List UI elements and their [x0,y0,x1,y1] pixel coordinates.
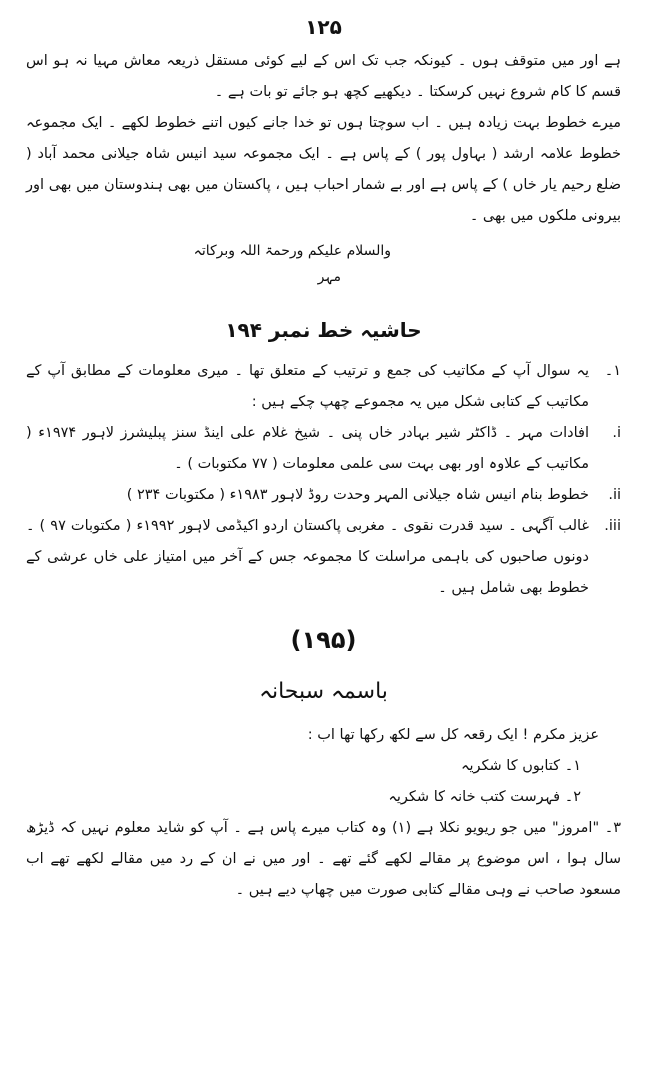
footnote-subitem-text: خطوط بنام انیس شاہ جیلانی المہر وحدت روڈ لاہور ۱۹۸۳ء ( مکتوبات ۲۳۴ ) [126,487,589,503]
footnote-subitem-text: افادات مہر ۔ ڈاکٹر شیر بہادر خاں پنی ۔ شیخ غلام علی اینڈ سنز پبلیشرز لاہور ۱۹۷۴ء ( مکاتیب کے علاوہ اور بھی بہت سی علمی معلومات ( ۷۷ مکتوبات ) ۔ [26,425,589,472]
letter-number: (۱۹۵) [290,626,357,654]
page-number: ۱۲۵ [305,15,342,39]
footnote-subitem [26,418,621,480]
list-item: ۱۔ کتابوں کا شکریہ [460,758,581,774]
basmala-heading: باسمہ سبحانہ [259,679,388,704]
closing-salutation: والسلام علیکم ورحمۃ اللہ وبرکاتہ [193,243,391,259]
footnote-text: یہ سوال آپ کے مکاتیب کی جمع و ترتیب کے متعلق تھا ۔ میری معلومات کے مطابق آپ کے مکاتیب کے کتابی شکل میں یہ مجموعے چھپ چکے ہیں : [26,363,589,410]
footnote-subitem-number: iii. [604,518,621,534]
salutation: عزیز مکرم ! ایک رقعہ کل سے لکھ رکھا تھا اب : [307,727,599,743]
footnote-subitem [26,511,621,604]
letter-paragraph-2: میرے خطوط بہت زیادہ ہیں ۔ اب سوچتا ہوں تو خدا جانے کیوں اتنے خطوط لکھے ۔ ایک مجموعہ خطوط علامہ ارشد ( بہاول پور ) کے پاس ہے ۔ ایک مجموعہ سید انیس شاہ جیلانی محمد آباد ( ضلع رحیم یار خاں ) کے پاس ہے اور بے شمار احباب ہیں ، پاکستان میں بھی ہندوستان میں بھی اور بیرونی ملکوں میں بھی ۔ [26,115,621,224]
closing-block [91,238,621,290]
footnote-subitem-number: i. [612,425,621,441]
letter-body-paragraph: ۳۔ "امروز" میں جو ریویو نکلا ہے (۱) وہ کتاب میرے پاس ہے ۔ آپ کو شاید معلوم نہیں کہ ڈیڑھ سال ہوا ، اس موضوع پر مقالے لکھے گئے تھے ۔ اور میں نے ان کے رد میں مقالے لکھے تھے اب مسعود صاحب نے وہی مقالے کتابی صورت میں چھاپ دیے ہیں ۔ [26,820,622,898]
footnotes-title: حاشیہ خط نمبر ۱۹۴ [225,318,422,342]
footnote-subitem-number: ii. [608,487,621,503]
footnote-number: ۱۔ [604,363,621,379]
signature: مہر [317,269,341,285]
list-item: ۲۔ فہرست کتب خانہ کا شکریہ [388,789,581,805]
footnote-subitem [26,480,621,511]
footnote-item [26,356,621,418]
footnote-subitem-text: غالب آگہی ۔ سید قدرت نقوی ۔ مغربی پاکستان اردو اکیڈمی لاہور ۱۹۹۲ء ( مکتوبات ۹۷ ) ۔ دونوں صاحبوں کی باہمی مراسلت کا مجموعہ جس کے آخر میں امتیاز علی خاں عرشی کے خطوط بھی شامل ہیں ۔ [26,518,589,596]
letter-paragraph-1: ہے اور میں متوقف ہوں ۔ کیونکہ جب تک اس کے لیے کوئی مستقل ذریعہ معاش مہیا نہ ہو اس قسم کا کام شروع نہیں کرسکتا ۔ دیکھیے کچھ ہو جائے تو بات ہے ۔ [26,53,621,100]
